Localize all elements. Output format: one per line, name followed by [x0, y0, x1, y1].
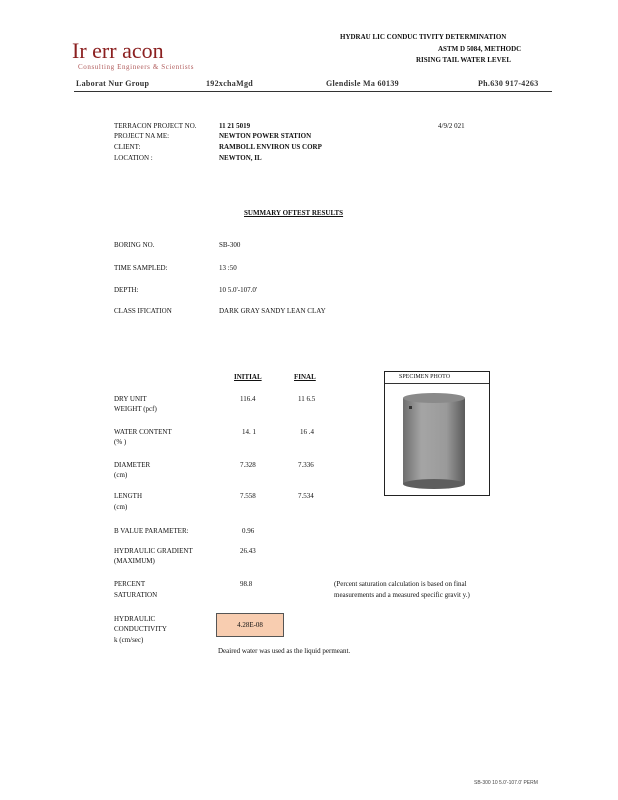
diameter-label: DIAMETER — [114, 461, 151, 469]
summary-title: SUMMARY OFTEST RESULTS — [244, 209, 344, 217]
dry-unit-weight-label: DRY UNIT — [114, 395, 147, 403]
lab-phone: Ph.630 917-4263 — [478, 79, 539, 88]
length-initial: 7.558 — [240, 492, 256, 500]
report-date: 4/9/2 021 — [438, 122, 465, 130]
header-divider — [74, 91, 552, 92]
water-content-label: WATER CONTENT — [114, 428, 172, 436]
length-label: LENGTH — [114, 492, 142, 500]
client-value: RAMBOLL ENVIRON US CORP — [219, 143, 322, 151]
water-content-unit: (% ) — [114, 438, 127, 446]
hydraulic-gradient-qualifier: (MAXIMUM) — [114, 557, 155, 565]
permeant-note: Deaired water was used as the liquid permeant. — [218, 647, 351, 655]
location-label: LOCATION : — [114, 154, 153, 162]
company-logo: Ir err acon — [72, 38, 164, 63]
length-unit: (cm) — [114, 503, 128, 511]
classification-value: DARK GRAY SANDY LEAN CLAY — [219, 307, 326, 315]
hydraulic-conductivity-result-box — [216, 613, 284, 637]
report-title-line-3: RISING TAIL WATER LEVEL — [416, 56, 511, 64]
report-title-line-1: HYDRAU LIC CONDUC TIVITY DETERMINATION — [340, 33, 507, 41]
project-no-label: TERRACON PROJECT NO. — [114, 122, 197, 130]
company-tagline: Consulting Engineers & Scientists — [78, 63, 195, 71]
project-name-label: PROJECT NA ME: — [114, 132, 170, 140]
b-value: 0.96 — [242, 527, 255, 535]
length-final: 7.534 — [298, 492, 314, 500]
lab-address-city: Glendisle Ma 60139 — [326, 79, 399, 88]
project-name-value: NEWTON POWER STATION — [219, 132, 312, 140]
diameter-unit: (cm) — [114, 471, 128, 479]
water-content-final: 16 .4 — [300, 428, 314, 436]
dry-unit-weight-unit: WEIGHT (pcf) — [114, 405, 157, 413]
b-value-label: B VALUE PARAMETER: — [114, 527, 189, 535]
photo-label-divider — [385, 383, 489, 384]
percent-saturation-label-2: SATURATION — [114, 591, 158, 599]
initial-column-header: INITIAL — [234, 373, 262, 381]
hydraulic-conductivity-value: 4.28E-08 — [237, 621, 263, 629]
boring-no-label: BORING NO. — [114, 241, 155, 249]
water-content-initial: 14. 1 — [242, 428, 256, 436]
saturation-note-line-1: (Percent saturation calculation is based on final — [334, 580, 467, 588]
diameter-final: 7.336 — [298, 461, 314, 469]
time-sampled-value: 13 :50 — [219, 264, 237, 272]
hydraulic-conductivity-unit: k (cm/sec) — [114, 636, 144, 644]
location-value: NEWTON, IL — [219, 154, 262, 162]
depth-value: 10 5.0'-107.0' — [219, 286, 258, 294]
hydraulic-conductivity-label: HYDRAULIC — [114, 615, 156, 623]
report-title-line-2: ASTM D 5084, METHODC — [438, 45, 522, 53]
saturation-note-line-2: measurements and a measured specific gravit y.) — [334, 591, 470, 599]
client-label: CLIENT: — [114, 143, 141, 151]
hydraulic-gradient-value: 26.43 — [240, 547, 256, 555]
depth-label: DEPTH: — [114, 286, 139, 294]
classification-label: CLASS IFICATION — [114, 307, 172, 315]
final-column-header: FINAL — [294, 373, 316, 381]
specimen-photo — [397, 390, 473, 490]
hydraulic-gradient-label: HYDRAULIC GRADIENT — [114, 547, 193, 555]
footer-code: SB-300 10 5.0'-107.0' PERM — [474, 780, 538, 786]
diameter-initial: 7.328 — [240, 461, 256, 469]
specimen-photo-label: SPECIMEN PHOTO — [399, 374, 451, 380]
lab-address-left: Laborat Nur Group — [76, 79, 150, 88]
percent-saturation-value: 98.8 — [240, 580, 253, 588]
hydraulic-conductivity-label-2: CONDUCTIVITY — [114, 625, 167, 633]
dry-unit-weight-initial: 116.4 — [240, 395, 256, 403]
boring-no-value: SB-300 — [219, 241, 241, 249]
time-sampled-label: TIME SAMPLED: — [114, 264, 168, 272]
project-no-value: 11 21 5019 — [219, 122, 251, 130]
percent-saturation-label: PERCENT — [114, 580, 146, 588]
lab-address-street: 192xchaMgd — [206, 79, 253, 88]
dry-unit-weight-final: 11 6.5 — [298, 395, 316, 403]
specimen-photo-frame — [384, 371, 490, 496]
